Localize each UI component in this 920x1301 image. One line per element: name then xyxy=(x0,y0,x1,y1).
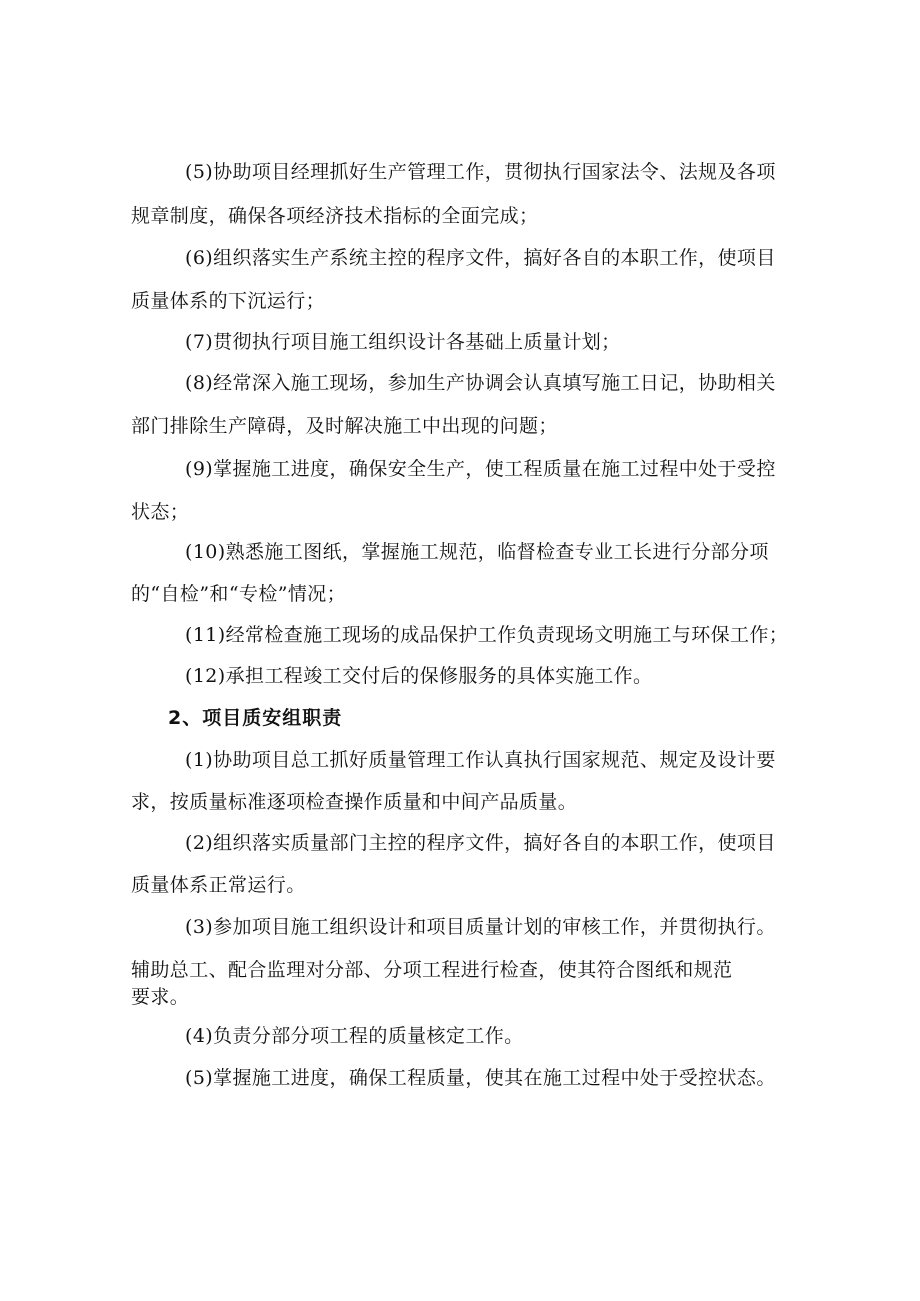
item-8-line-2: 部门排除生产障碍，及时解决施工中出现的问题； xyxy=(131,415,558,437)
section-heading: 2、项目质安组职责 xyxy=(168,707,343,729)
item-6-line-1: (6)组织落实生产系统主控的程序文件，搞好各自的本职工作，使项目 xyxy=(185,247,776,269)
qa-item-3-line-3: 要求。 xyxy=(131,986,190,1008)
qa-item-1-line-2: 求，按质量标准逐项检查操作质量和中间产品质量。 xyxy=(131,791,578,813)
item-7-line-1: (7)贯彻执行项目施工组织设计各基础上质量计划； xyxy=(185,331,621,353)
item-10-line-2: 的“自检”和“专检”情况； xyxy=(131,583,347,605)
item-9-line-2: 状态； xyxy=(131,501,190,523)
item-12-line-1: (12)承担工程竣工交付后的保修服务的具体实施工作。 xyxy=(185,665,653,687)
qa-item-4-line-1: (4)负责分部分项工程的质量核定工作。 xyxy=(185,1025,524,1047)
item-5-line-2: 规章制度，确保各项经济技术指标的全面完成； xyxy=(131,205,539,227)
item-10-line-1: (10)熟悉施工图纸，掌握施工规范，临督检查专业工长进行分部分项 xyxy=(185,541,769,563)
item-9-line-1: (9)掌握施工进度，确保安全生产，使工程质量在施工过程中处于受控 xyxy=(185,458,776,480)
qa-item-2-line-2: 质量体系正常运行。 xyxy=(131,874,306,896)
item-6-line-2: 质量体系的下沉运行； xyxy=(131,290,326,312)
item-8-line-1: (8)经常深入施工现场，参加生产协调会认真填写施工日记，协助相关 xyxy=(185,372,776,394)
qa-item-3-line-1: (3)参加项目施工组织设计和项目质量计划的审核工作，并贯彻执行。 xyxy=(185,916,776,938)
qa-item-2-line-1: (2)组织落实质量部门主控的程序文件，搞好各自的本职工作，使项目 xyxy=(185,832,776,854)
item-5-line-1: (5)协助项目经理抓好生产管理工作，贯彻执行国家法令、法规及各项 xyxy=(185,161,776,183)
item-11-line-1: (11)经常检查施工现场的成品保护工作负责现场文明施工与环保工作； xyxy=(185,624,789,646)
qa-item-3-line-2: 辅助总工、配合监理对分部、分项工程进行检查，使其符合图纸和规范 xyxy=(131,959,733,981)
qa-item-5-line-1: (5)掌握施工进度，确保工程质量，使其在施工过程中处于受控状态。 xyxy=(185,1067,776,1089)
qa-item-1-line-1: (1)协助项目总工抓好质量管理工作认真执行国家规范、规定及设计要 xyxy=(185,749,776,771)
